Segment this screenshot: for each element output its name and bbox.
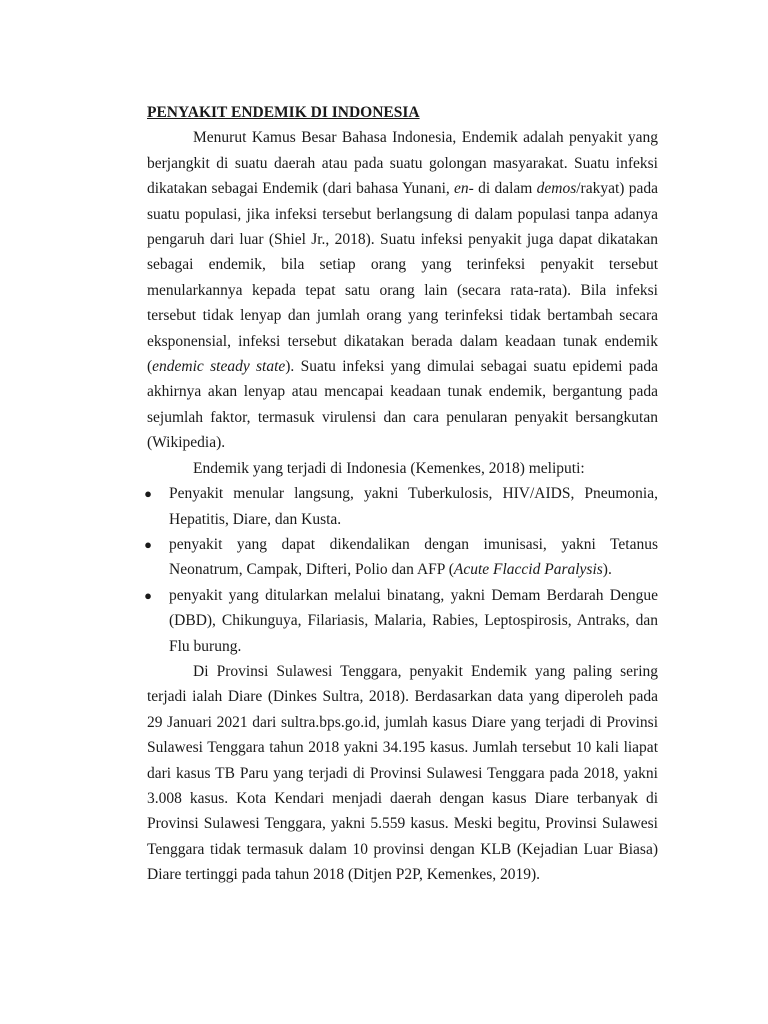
paragraph-text: ). Suatu infeksi yang dimulai sebagai suatu epidemi pada akhirnya akan lenyap atau mencapai keadaan tunak endemik, bergantung pada sejumlah faktor, termasuk virulensi dan cara penularan penyakit bersangkutan (Wikipedia). (147, 358, 658, 452)
endemic-disease-list (144, 481, 658, 659)
document-title: PENYAKIT ENDEMIK DI INDONESIA (147, 104, 420, 121)
list-item-text: penyakit yang ditularkan melalui binatang, yakni Demam Berdarah Dengue (DBD), Chikunguya, Filariasis, Malaria, Rabies, Leptospirosis, Antraks, dan Flu burung. (169, 586, 658, 655)
bullet-icon: ● (144, 587, 152, 603)
list-item-text: Penyakit menular langsung, yakni Tuberkulosis, HIV/AIDS, Pneumonia, Hepatitis, Diare, dan Kusta. (169, 485, 658, 528)
list-item (144, 583, 658, 659)
paragraph-definition (147, 125, 658, 455)
paragraph-text: di dalam (473, 180, 537, 198)
italic-term-demos: demos (536, 180, 577, 198)
italic-term-afp: Acute Flaccid Paralysis (453, 561, 603, 579)
list-item-text: ). (602, 561, 612, 579)
list-item (144, 532, 658, 583)
document-body (144, 100, 658, 888)
paragraph-sulawesi-tenggara: Di Provinsi Sulawesi Tenggara, penyakit Endemik yang paling sering terjadi ialah Diare (Dinkes Sultra, 2018). Berdasarkan data yang diperoleh pada 29 Januari 2021 dari sultra.bps.go.id, jumlah kasus Diare yang terjadi di Provinsi Sulawesi Tenggara tahun 2018 yakni 34.195 kasus. Jumlah tersebut 10 kali liapat dari kasus TB Paru yang terjadi di Provinsi Sulawesi Tenggara pada 2018, yakni 3.008 kasus. Kota Kendari menjadi daerah dengan kasus Diare terbanyak di Provinsi Sulawesi Tenggara, yakni 5.559 kasus. Meski begitu, Provinsi Sulawesi Tenggara tidak termasuk dalam 10 provinsi dengan KLB (Kejadian Luar Biasa) Diare tertinggi pada tahun 2018 (Ditjen P2P, Kemenkes, 2019). (147, 662, 658, 884)
paragraph-text: Menurut Kamus Besar Bahasa Indonesia, Endemik adalah penyakit yang berjangkit di suatu daerah atau pada suatu golongan masyarakat. Suatu infeksi dikatakan sebagai Endemik (dari bahasa Yunani, (147, 129, 658, 198)
bullet-icon: ● (144, 536, 152, 552)
italic-term-endemic-steady-state: endemic steady state (152, 358, 286, 376)
bullet-icon: ● (144, 486, 152, 502)
list-item (144, 481, 658, 532)
list-item-text: penyakit yang dapat dikendalikan dengan imunisasi, yakni Tetanus Neonatrum, Campak, Difteri, Polio dan AFP ( (169, 535, 658, 579)
italic-term-en: en- (454, 180, 474, 198)
paragraph-list-intro: Endemik yang terjadi di Indonesia (Kemenkes, 2018) meliputi: (193, 459, 585, 477)
paragraph-text: /rakyat) pada suatu populasi, jika infeksi tersebut berlangsung di dalam populasi tanpa adanya pengaruh dari luar (Shiel Jr., 2018). Suatu infeksi penyakit juga dapat dikatakan sebagai endemik, bila setiap orang yang terinfeksi penyakit tersebut menularkannya kepada tepat satu orang lain (secara rata-rata). Bila infeksi tersebut tidak lenyap dan jumlah orang yang terinfeksi tidak bertambah secara eksponensial, infeksi tersebut dikatakan berada dalam keadaan tunak endemik ( (147, 180, 658, 376)
